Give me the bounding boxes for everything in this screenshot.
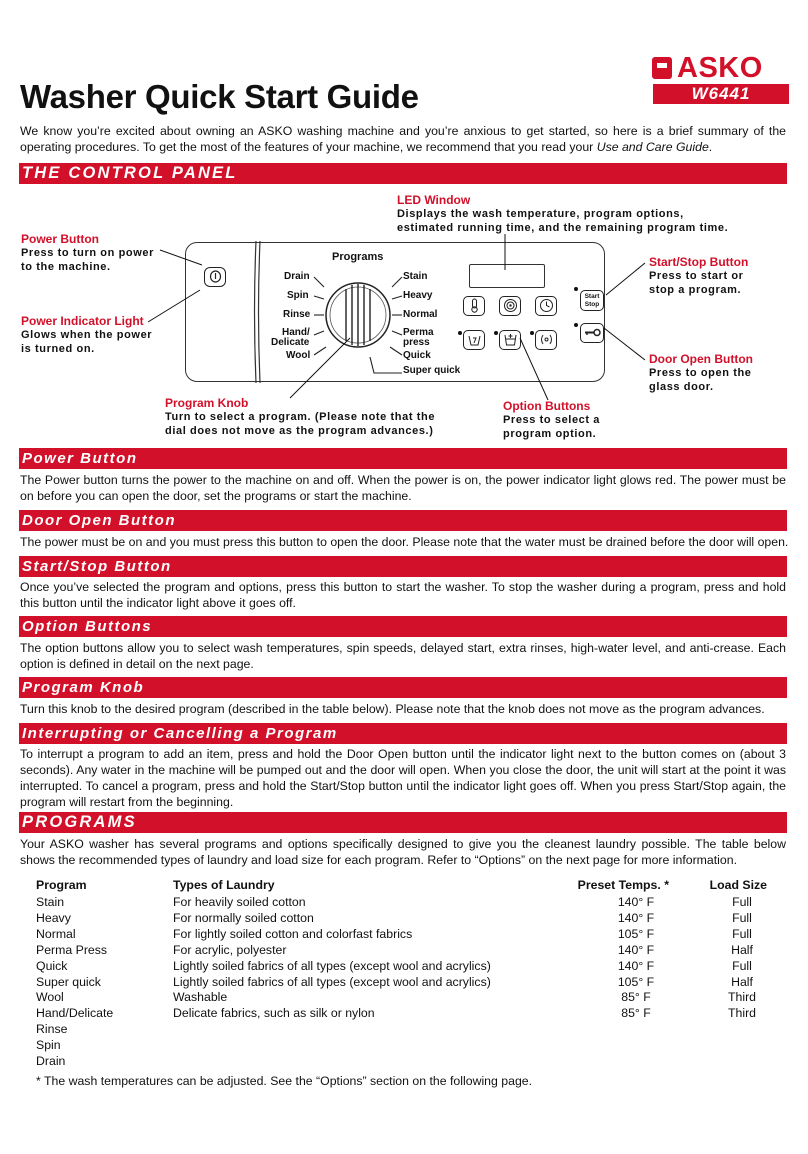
- laundry-type: Lightly soiled fabrics of all types (except wool and acrylics): [173, 974, 491, 989]
- section-heading-control-panel: THE CONTROL PANEL: [19, 163, 787, 184]
- led-window-callout: LED Window Displays the wash temperature, program options, estimated running time, and the remaining program time.: [397, 193, 729, 234]
- preset-temp: 105° F: [617, 926, 655, 941]
- program-name: Rinse: [36, 1022, 68, 1037]
- program-name: Stain: [36, 895, 65, 909]
- column-header-load-size: Load Size: [709, 878, 767, 892]
- page-title: Washer Quick Start Guide: [20, 78, 419, 115]
- program-name: Drain: [36, 1054, 66, 1069]
- program-name: Heavy: [36, 910, 71, 925]
- section-heading-programs: PROGRAMS: [19, 812, 787, 833]
- load-size: [687, 1038, 767, 1054]
- load-size: Full: [732, 926, 752, 941]
- load-size: Full: [732, 895, 752, 909]
- section-text-power-button: The Power button turns the power to the machine on and off. When the power is on, the power indicator light glows red. The power must be on before you can open the door, set the programs or start the machine.: [20, 473, 786, 503]
- start-stop-callout: Start/Stop Button Press to start or stop a program.: [649, 255, 749, 296]
- table-row: [36, 975, 767, 991]
- table-row: [36, 990, 767, 1006]
- section-heading-option-buttons: Option Buttons: [19, 616, 787, 637]
- brand-name: ASKO: [677, 52, 763, 84]
- table-row: [36, 911, 767, 927]
- temperature-footnote: * The wash temperatures can be adjusted. See the “Options” section on the following page.: [36, 1074, 533, 1088]
- start-stop-button[interactable]: Start Stop: [580, 290, 604, 311]
- table-header-row: [36, 878, 767, 895]
- dial-label-quick: Quick: [403, 350, 431, 361]
- load-size: Full: [732, 958, 752, 973]
- program-name: Normal: [36, 926, 76, 941]
- laundry-type: For acrylic, polyester: [173, 942, 287, 957]
- dial-label-rinse: Rinse: [283, 309, 311, 320]
- programs-intro: Your ASKO washer has several programs and options specifically designed to give you the cleanest laundry possible. The table below shows the recommended types of laundry and load size for each program. Refer to “Options” on the next page for more information.: [20, 837, 786, 867]
- dial-label-spin: Spin: [287, 290, 309, 301]
- program-name: Super quick: [36, 974, 101, 989]
- load-size: Third: [727, 990, 757, 1005]
- program-name: Hand/Delicate: [36, 1006, 114, 1021]
- preset-temp: 140° F: [617, 942, 655, 957]
- dial-label-drain: Drain: [284, 271, 310, 282]
- preset-temp: 140° F: [617, 910, 655, 925]
- preset-temp: [543, 1054, 687, 1070]
- section-heading-interrupting: Interrupting or Cancelling a Program: [19, 723, 787, 744]
- option-buttons-callout: Option Buttons Press to select a program option.: [503, 399, 601, 440]
- program-knob-callout: Program Knob Turn to select a program. (Please note that the dial does not move as the program advances.): [165, 396, 436, 437]
- programs-dial-heading: Programs: [332, 251, 384, 263]
- laundry-type: Washable: [173, 990, 228, 1005]
- preset-temp: 140° F: [617, 958, 655, 973]
- section-heading-power-button: Power Button: [19, 448, 787, 469]
- load-size: [687, 1022, 767, 1038]
- preset-temp: 105° F: [617, 974, 655, 989]
- section-heading-program-knob: Program Knob: [19, 677, 787, 698]
- load-size: Full: [732, 910, 752, 925]
- load-size: Half: [731, 942, 753, 957]
- program-name: Perma Press: [36, 942, 108, 957]
- dial-label-wool: Wool: [286, 350, 311, 361]
- dial-label-delicate: Delicate: [271, 337, 310, 348]
- table-row: [36, 895, 767, 911]
- table-row: [36, 1054, 767, 1070]
- dial-label-normal: Normal: [403, 309, 438, 320]
- load-size: Half: [731, 974, 753, 989]
- programs-table: [36, 878, 767, 1070]
- section-text-option-buttons: The option buttons allow you to select wash temperatures, spin speeds, delayed start, extra rinses, high-water level, and anti-crease. Each option is defined in detail on the next page.: [20, 641, 786, 671]
- preset-temp: 140° F: [617, 895, 655, 909]
- callout-leader-lines: [0, 0, 808, 450]
- program-name: Quick: [36, 958, 68, 973]
- laundry-type: Delicate fabrics, such as silk or nylon: [173, 1006, 375, 1021]
- laundry-type: [173, 1022, 543, 1038]
- table-row: [36, 1022, 767, 1038]
- laundry-type: For heavily soiled cotton: [173, 895, 306, 909]
- laundry-type: [173, 1054, 543, 1070]
- preset-temp: [543, 1038, 687, 1054]
- section-text-interrupting: To interrupt a program to add an item, press and hold the Door Open button until the indicator light next to the button comes on (about 3 seconds). Any water in the machine will be pumped out and the door will open. When you close the door, the unit will start at the point it was interrupted. To cancel a program, press and hold the Start/Stop button until the indicator light goes off. When you press Start/Stop again, the program will restart from the beginning.: [20, 747, 786, 809]
- load-size: [687, 1054, 767, 1070]
- section-heading-start-stop-button: Start/Stop Button: [19, 556, 787, 577]
- section-text-program-knob: Turn this knob to the desired program (described in the table below). Please note that the knob does not move as the program advances.: [20, 702, 765, 716]
- section-text-start-stop-button: Once you’ve selected the program and options, press this button to start the washer. To stop the washer during a program, press and hold this button until the indicator light above it goes off.: [20, 580, 786, 610]
- table-row: [36, 1038, 767, 1054]
- preset-temp: [543, 1022, 687, 1038]
- table-row: [36, 927, 767, 943]
- laundry-type: For normally soiled cotton: [173, 910, 314, 925]
- dial-label-super-quick: Super quick: [403, 365, 461, 376]
- preset-temp: 85° F: [621, 990, 651, 1005]
- section-text-door-open-button: The power must be on and you must press this button to open the door. Please note that the water must be drained before the door will open.: [20, 535, 789, 549]
- preset-temp: 85° F: [621, 1006, 651, 1021]
- model-badge: W6441: [653, 84, 789, 104]
- dial-label-press: press: [403, 337, 430, 348]
- section-heading-door-open-button: Door Open Button: [19, 510, 787, 531]
- power-indicator-callout: Power Indicator Light Glows when the power is turned on.: [21, 314, 153, 355]
- column-header-program: Program: [36, 878, 87, 892]
- column-header-preset-temps: Preset Temps. *: [577, 878, 669, 892]
- dial-label-heavy: Heavy: [403, 290, 433, 301]
- dial-label-hand: Hand/: [282, 327, 310, 338]
- laundry-type: [173, 1038, 543, 1054]
- program-name: Wool: [36, 990, 64, 1005]
- laundry-type: For lightly soiled cotton and colorfast fabrics: [173, 926, 413, 941]
- program-name: Spin: [36, 1038, 61, 1053]
- door-open-callout: Door Open Button Press to open the glass door.: [649, 352, 753, 393]
- table-row: [36, 1006, 767, 1022]
- table-row: [36, 943, 767, 959]
- load-size: Third: [727, 1006, 757, 1021]
- table-row: [36, 959, 767, 975]
- intro-paragraph: We know you’re excited about owning an ASKO washing machine and you’re anxious to get started, so here is a brief summary of the operating procedures. To get the most of the features of your machine, we recommend that you read your Use and Care Guide.: [20, 124, 786, 154]
- column-header-laundry-type: Types of Laundry: [173, 878, 275, 892]
- power-button-callout: Power Button Press to turn on power to the machine.: [21, 232, 154, 273]
- dial-label-perma: Perma: [403, 327, 434, 338]
- laundry-type: Lightly soiled fabrics of all types (except wool and acrylics): [173, 958, 491, 973]
- dial-label-stain: Stain: [403, 271, 428, 282]
